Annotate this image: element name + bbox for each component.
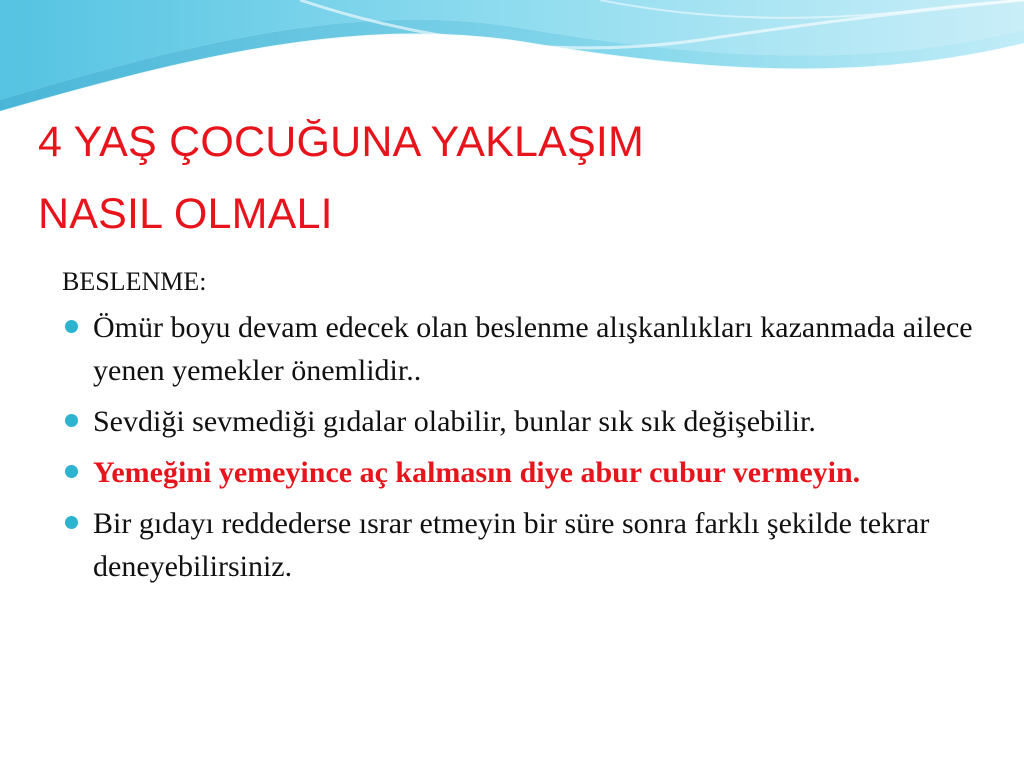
bullet-dot-icon — [65, 465, 78, 478]
bullet-text: Bir gıdayı reddederse ısrar etmeyin bir süre sonra farklı şekilde tekrar deneyebilirsiniz. — [93, 507, 930, 583]
slide-title — [38, 106, 998, 250]
bullet-list — [62, 306, 992, 588]
bullet-item — [62, 400, 992, 443]
bullet-item — [62, 502, 992, 588]
section-heading: BESLENME: — [62, 267, 207, 296]
bullet-text: Yemeğini yemeyince aç kalmasın diye abur cubur vermeyin. — [93, 456, 861, 489]
bullet-text: Sevdiği sevmediği gıdalar olabilir, bunlar sık sık değişebilir. — [93, 405, 816, 438]
slide-body — [62, 260, 992, 596]
bullet-dot-icon — [65, 320, 78, 333]
decorative-wave-header — [0, 0, 1024, 120]
slide-title-line-1: 4 YAŞ ÇOCUĞUNA YAKLAŞIM — [38, 118, 645, 166]
slide-title-line-2: NASIL OLMALI — [38, 190, 333, 238]
bullet-dot-icon — [65, 414, 78, 427]
bullet-item-highlighted — [62, 451, 992, 494]
bullet-text: Ömür boyu devam edecek olan beslenme alışkanlıkları kazanmada ailece yenen yemekler önemlidir.. — [93, 311, 973, 387]
bullet-dot-icon — [65, 516, 78, 529]
bullet-item — [62, 306, 992, 392]
